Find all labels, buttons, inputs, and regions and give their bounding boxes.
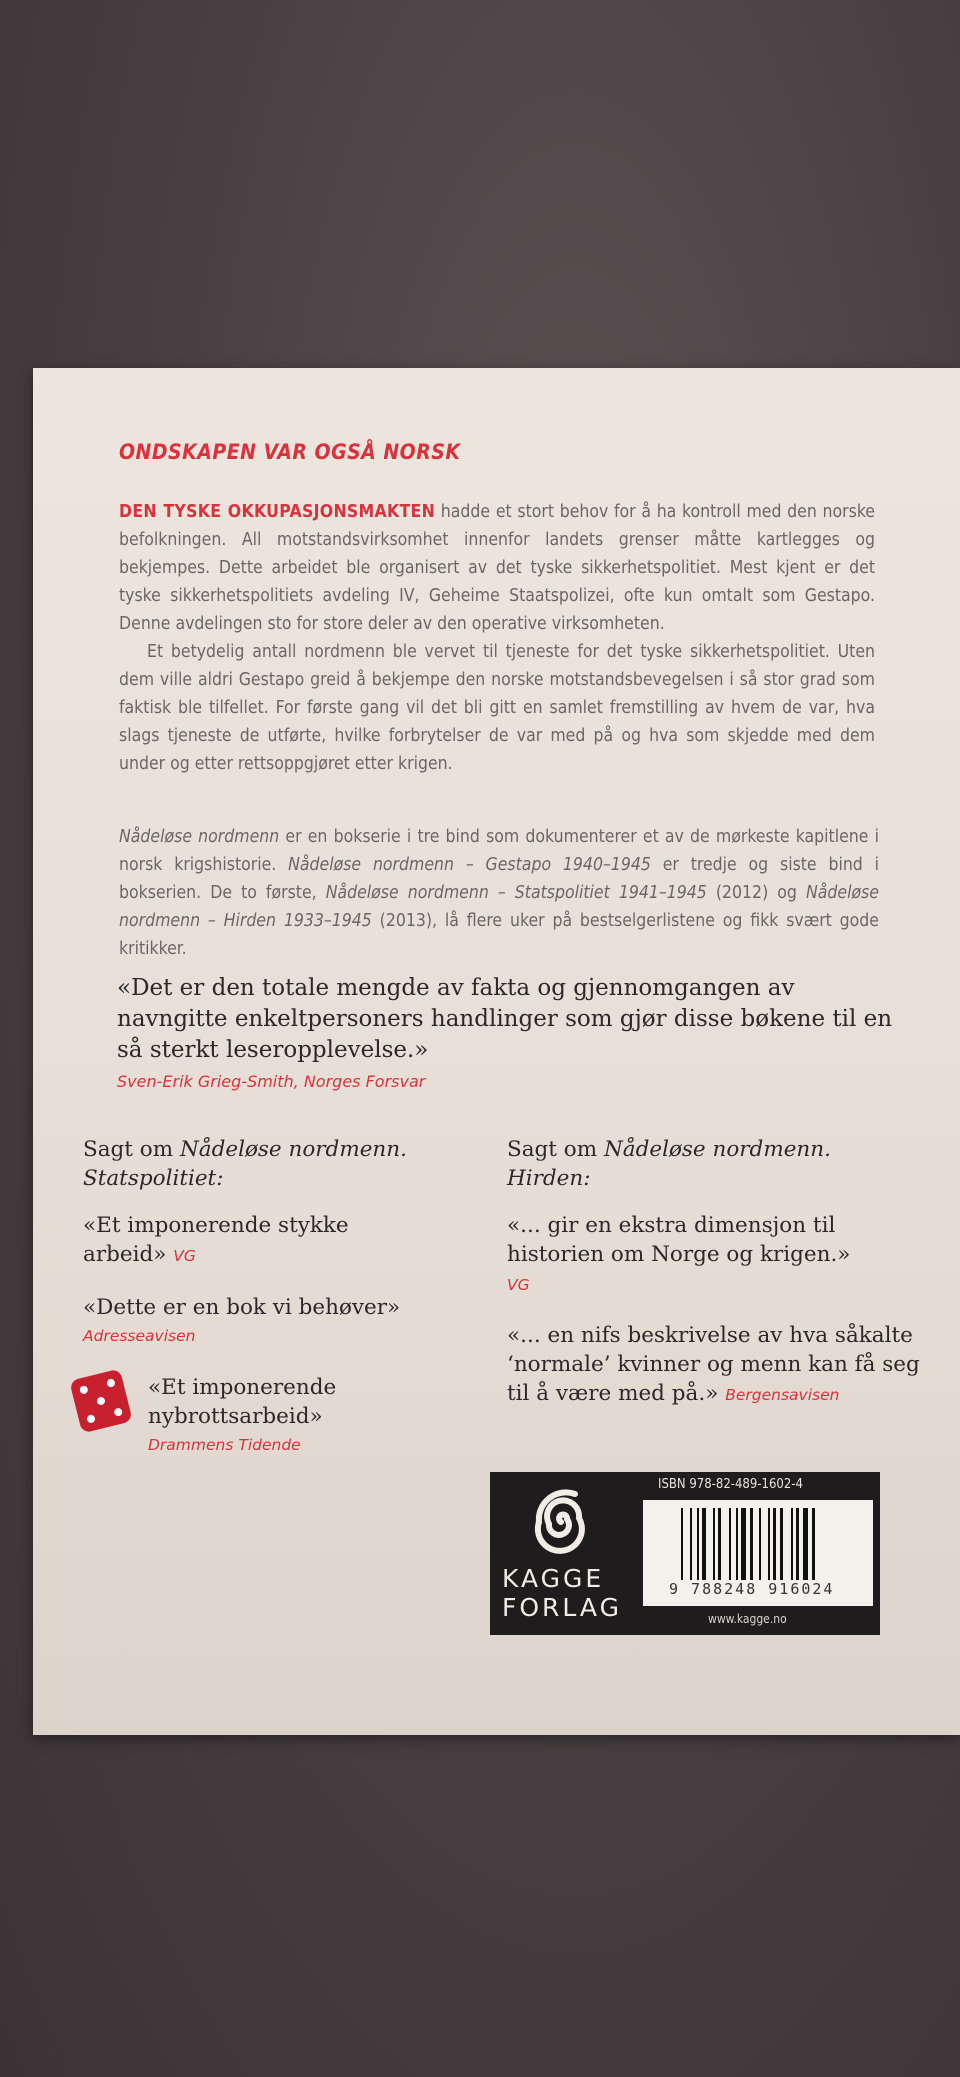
heading-prefix: Sagt om (507, 1137, 604, 1162)
quote-text: «Et imponerende nybrottsarbeid» (148, 1375, 337, 1429)
barcode-bar (773, 1508, 776, 1580)
headline: ONDSKAPEN VAR OGSÅ NORSK (119, 440, 461, 464)
barcode-bar (736, 1508, 738, 1580)
barcode-bar (803, 1508, 808, 1580)
series-text-part: (2013), lå flere uker på bestselgerlistene og fikk svært gode kritikker. (119, 911, 879, 959)
barcode-bar (690, 1508, 692, 1580)
barcode-bar (697, 1508, 699, 1580)
quote-source: Adresseavisen (83, 1327, 196, 1345)
series-text-part: er en bokserie i tre bind som dokumenterer et av de mørkeste kapitlene i norsk krigshistorie. (119, 827, 880, 875)
barcode-bar (681, 1508, 683, 1580)
barcode (643, 1500, 873, 1606)
barcode-bar (702, 1508, 707, 1580)
barcode-bar (791, 1508, 793, 1580)
left-review-heading (83, 1135, 483, 1193)
quote-source: Bergensavisen (725, 1386, 840, 1404)
right-quote-2 (507, 1321, 927, 1410)
left-quote-2 (83, 1293, 483, 1351)
website: www.kagge.no (708, 1612, 787, 1626)
kagge-spiral-logo-icon (528, 1484, 594, 1556)
barcode-bar (812, 1508, 815, 1580)
quote-text: «Et imponerende stykke arbeid» (83, 1213, 349, 1267)
intro-text (119, 498, 875, 778)
barcode-bar (759, 1508, 761, 1580)
isbn: ISBN 978-82-489-1602-4 (658, 1477, 803, 1492)
quote-text: «... en nifs beskrivelse av hva såkalte ‘normale’ kvinner og menn kan få seg til å være med på.» (507, 1323, 920, 1406)
heading-title: Nådeløse nordmenn. Statspolitiet: (83, 1137, 407, 1191)
barcode-bar (750, 1508, 753, 1580)
book-title-statspolitiet: Nådeløse nordmenn – Statspolitiet 1941–1945 (325, 883, 707, 903)
quote-source: Drammens Tidende (148, 1436, 301, 1454)
quote-source: VG (173, 1247, 196, 1265)
dice-icon (69, 1362, 133, 1440)
barcode-bar (780, 1508, 783, 1580)
barcode-bar (713, 1508, 715, 1580)
intro-lead: DEN TYSKE OKKUPASJONSMAKTEN (119, 502, 436, 522)
left-quote-3 (148, 1373, 448, 1460)
main-quote-source: Sven-Erik Grieg-Smith, Norges Forsvar (117, 1072, 426, 1091)
right-review-heading (507, 1135, 907, 1193)
series-text-part: er tredje og siste bind i bokserien. De to første, (119, 855, 880, 903)
series-text-part: (2012) og (706, 883, 806, 903)
book-back-cover (33, 368, 960, 1735)
heading-title: Nådeløse nordmenn. Hirden: (507, 1137, 831, 1191)
book-title-hirden: Nådeløse nordmenn – Hirden 1933–1945 (119, 883, 879, 931)
publisher-barcode-block (490, 1472, 880, 1635)
barcode-bar (768, 1508, 770, 1580)
left-quote-1 (83, 1211, 423, 1271)
barcode-bar (729, 1508, 731, 1580)
quote-source: VG (507, 1276, 530, 1294)
publisher-name-line2: FORLAG (502, 1593, 622, 1622)
main-quote-text: «Det er den totale mengde av fakta og gjennomgangen av navngitte enkeltpersoners handlinger som gjør disse bøkene til en så sterkt leseropplevelse.» (117, 975, 893, 1063)
right-quote-1 (507, 1211, 867, 1300)
quote-text: «Dette er en bok vi behøver» (83, 1295, 401, 1320)
series-text (119, 823, 879, 963)
barcode-bar (718, 1508, 721, 1580)
book-title-gestapo: Nådeløse nordmenn – Gestapo 1940–1945 (288, 855, 651, 875)
barcode-bars (681, 1508, 856, 1580)
barcode-digits: 9 788248 916024 (669, 1580, 835, 1598)
intro-rest: hadde et stort behov for å ha kontroll med den norske befolkningen. All motstandsvirksomhet innenfor landets grenser måtte kartlegges og bekjempes. Dette arbeidet ble organisert av det tyske sikkerhetspolitiet. Mest kjent er det tyske sikkerhetspolitiets avdeling IV, Geheime Staatspolizei, ofte kun omtalt som Gestapo. Denne avdelingen sto for store deler av den operative virksomheten. (119, 502, 875, 634)
intro-second-paragraph: Et betydelig antall nordmenn ble vervet til tjeneste for det tyske sikkerhetspolitiet. Uten dem ville aldri Gestapo greid å bekjempe den norske motstandsbevegelsen i så stor grad som faktisk ble tilfellet. For første gang vil det bli gitt en samlet fremstilling av hvem de var, hva slags tjeneste de utførte, hvilke forbrytelser de var med på og hva som skjedde med dem under og etter rettsoppgjøret etter krigen. (119, 642, 875, 774)
main-quote (117, 973, 907, 1097)
series-title: Nådeløse nordmenn (119, 827, 280, 847)
quote-text: «... gir en ekstra dimensjon til historien om Norge og krigen.» (507, 1213, 851, 1267)
barcode-bar (796, 1508, 799, 1580)
publisher-name (502, 1564, 622, 1622)
heading-prefix: Sagt om (83, 1137, 180, 1162)
barcode-bar (741, 1508, 746, 1580)
publisher-name-line1: KAGGE (502, 1564, 605, 1593)
